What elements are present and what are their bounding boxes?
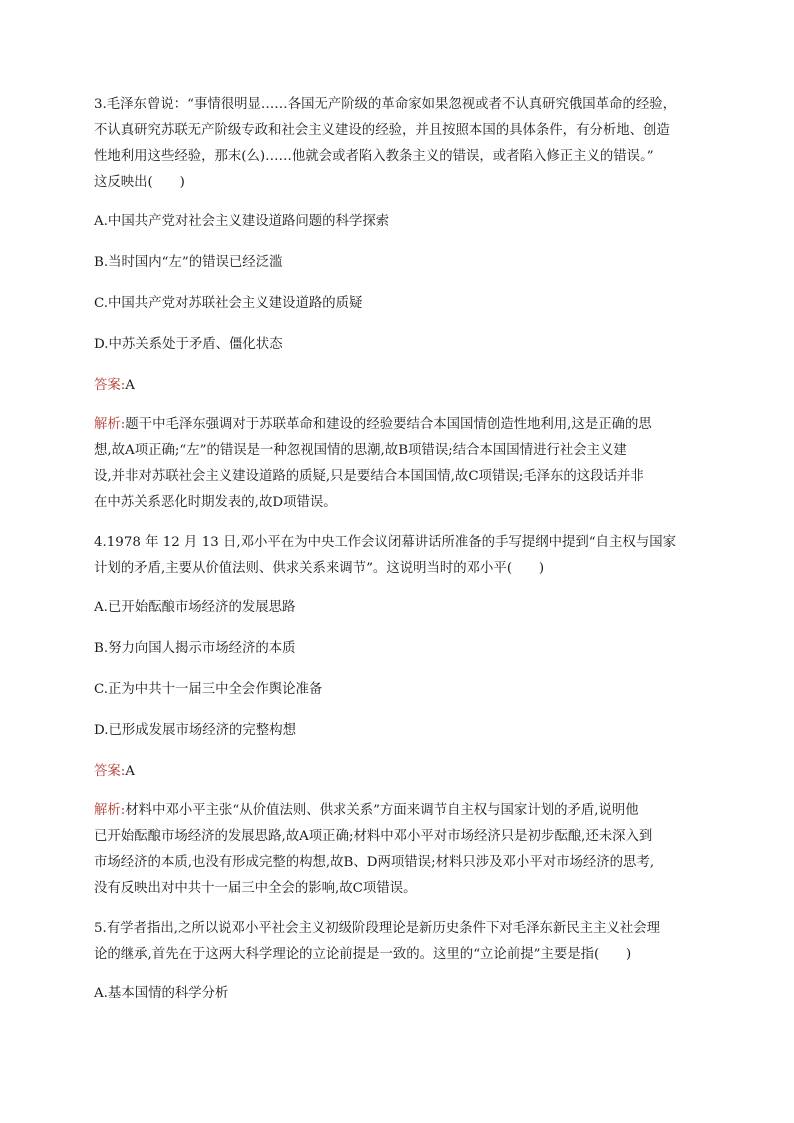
- stem-line: 论的继承,首先在于这两大科学理论的立论前提是一致的。这里的“立论前提”主要是指( ): [94, 947, 632, 962]
- option-b: B.当时国内“左”的错误已经泛滥: [94, 255, 283, 270]
- explanation-line: 市场经济的本质,也没有形成完整的构想,故B、D两项错误;材料只涉及邓小平对市场经济的思考,: [94, 855, 655, 870]
- option-c: C.正为中共十一届三中全会作舆论准备: [94, 682, 323, 697]
- answer-label: 答案:: [94, 378, 126, 393]
- answer-value: A: [125, 378, 135, 393]
- option-a: A.已开始酝酿市场经济的发展思路: [94, 600, 296, 615]
- answer: [94, 376, 706, 396]
- option-a: A.中国共产党对社会主义建设道路问题的科学探索: [94, 214, 390, 229]
- explanation-line: 设,并非对苏联社会主义建设道路的质疑,只是要结合本国国情,故C项错误;毛泽东的这段话并非: [94, 469, 644, 484]
- stem-line: 计划的矛盾,主要从价值法则、供求关系来调节”。这说明当时的邓小平( ): [94, 561, 545, 576]
- document-page: [94, 92, 706, 1004]
- stem-line: 性地利用这些经验，那末(么)……他就会或者陷入教条主义的错误，或者陷入修正主义的错误。”: [94, 149, 654, 164]
- stem-line: 4.1978 年 12 月 13 日,邓小平在为中央工作会议闭幕讲话所准备的手写提纲中提到“自主权与国家: [94, 535, 676, 550]
- answer-value: A: [125, 764, 135, 779]
- explanation: [94, 412, 706, 516]
- explanation-line: 已开始酝酿市场经济的发展思路,故A项正确;材料中邓小平对市场经济只是初步酝酿,还未深入到: [94, 829, 653, 844]
- explanation-label: 解析:: [94, 417, 126, 432]
- question-3-stem: [94, 92, 706, 196]
- option-b: B.努力向国人揭示市场经济的本质: [94, 641, 296, 656]
- option-d: D.中苏关系处于矛盾、僵化状态: [94, 337, 283, 352]
- question-4-stem: [94, 530, 706, 582]
- question-5: [94, 916, 706, 1004]
- question-3: [94, 92, 706, 516]
- option-d: D.已形成发展市场经济的完整构想: [94, 723, 296, 738]
- question-4: [94, 530, 706, 902]
- explanation-line: 没有反映出对中共十一届三中全会的影响,故C项错误。: [94, 881, 417, 896]
- option-c: C.中国共产党对苏联社会主义建设道路的质疑: [94, 296, 363, 311]
- stem-line: 3.毛泽东曾说：“事情很明显……各国无产阶级的革命家如果忽视或者不认真研究俄国革命的经验，: [94, 97, 677, 112]
- explanation-text: 题干中毛泽东强调对于苏联革命和建设的经验要结合本国国情创造性地利用,这是正确的思: [125, 417, 652, 432]
- explanation-line: [94, 412, 706, 438]
- stem-line: 这反映出( ): [94, 175, 185, 190]
- stem-line: 5.有学者指出,之所以说邓小平社会主义初级阶段理论是新历史条件下对毛泽东新民主主义社会理: [94, 921, 661, 936]
- answer: [94, 762, 706, 782]
- explanation-line: 想,故A项正确;“左”的错误是一种忽视国情的思潮,故B项错误;结合本国国情进行社会主义建: [94, 443, 627, 458]
- explanation: [94, 798, 706, 902]
- question-5-stem: [94, 916, 706, 968]
- explanation-text: 材料中邓小平主张“从价值法则、供求关系”方面来调节自主权与国家计划的矛盾,说明他: [125, 803, 639, 818]
- explanation-label: 解析:: [94, 803, 126, 818]
- stem-line: 不认真研究苏联无产阶级专政和社会主义建设的经验，并且按照本国的具体条件，有分析地、创造: [94, 123, 670, 138]
- option-a: A.基本国情的科学分析: [94, 986, 229, 1001]
- explanation-line: [94, 798, 706, 824]
- answer-label: 答案:: [94, 764, 126, 779]
- explanation-line: 在中苏关系恶化时期发表的,故D项错误。: [94, 495, 337, 510]
